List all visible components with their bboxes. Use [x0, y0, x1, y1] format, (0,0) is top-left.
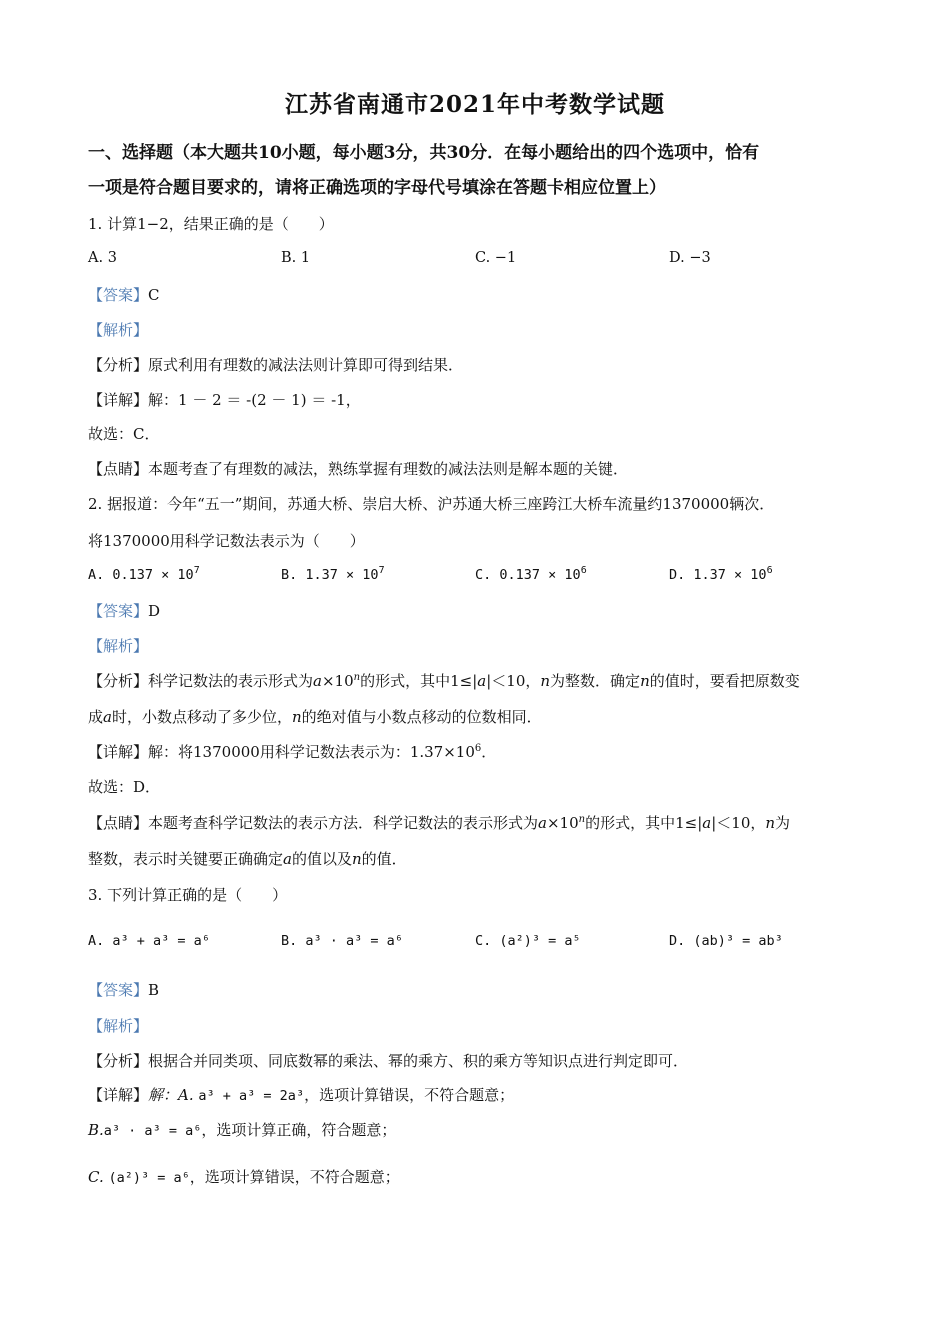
text-run: 整数，表示时关键要正确确定 — [88, 850, 284, 868]
q3-detail-c — [88, 1167, 400, 1188]
math-symbol: a — [477, 672, 487, 690]
text-run: 的绝对值与小数点移动的位数相同． — [301, 708, 542, 726]
answer-label: 【答案】 — [88, 981, 149, 999]
q3-answer — [88, 980, 159, 1000]
comment-label: 【点睛】 — [88, 814, 149, 832]
q3-detail-b — [88, 1120, 396, 1141]
analysis-label: 【分析】 — [88, 1052, 149, 1070]
answer-label: 【答案】 — [88, 602, 149, 620]
q3-option-d: D. (ab)³ = ab³ — [669, 933, 783, 949]
q2-comment-line2 — [88, 849, 407, 869]
q1-analysis — [88, 355, 463, 375]
q2-answer-value: D — [148, 602, 161, 620]
math-symbol: a — [103, 708, 112, 726]
text-run: 的形式，其中1≤| — [360, 672, 478, 690]
text-run: 成 — [88, 708, 104, 726]
option-base: 0.137 × 10 — [112, 567, 194, 583]
q2-option-a — [88, 567, 200, 583]
option-letter: A. — [88, 567, 105, 583]
math-symbol: a — [538, 814, 547, 832]
text-run: 的值以及 — [291, 850, 352, 868]
q1-explanation-label: 【解析】 — [88, 321, 149, 339]
q1-answer-value: C — [148, 286, 160, 304]
text-run: |＜10， — [711, 814, 766, 832]
option-exponent: 6 — [580, 565, 587, 576]
text-run: 的值． — [361, 850, 407, 868]
text-run: ． — [481, 743, 497, 761]
math-symbol: n — [578, 814, 586, 825]
text-run: 解：A. — [148, 1086, 194, 1104]
q2-detail — [88, 742, 496, 765]
q2-option-c — [475, 567, 587, 583]
q2-option-d — [669, 567, 773, 583]
math-expression: a³ + a³ = 2a³ — [198, 1088, 305, 1104]
detail-label: 【详解】 — [88, 391, 149, 409]
q2-stem-line2: 将1370000用科学记数法表示为（ ） — [88, 532, 365, 550]
q3-stem: 3. 下列计算正确的是（ ） — [88, 886, 288, 904]
detail-label: 【详解】 — [88, 743, 149, 761]
text-run: ，选项计算错误，不符合题意； — [304, 1086, 515, 1104]
text-run: |＜10， — [486, 672, 541, 690]
text-run: ，选项计算错误，不符合题意； — [189, 1168, 400, 1186]
q1-comment — [88, 459, 628, 479]
text-run: ，选项计算正确，符合题意； — [201, 1121, 397, 1139]
q1-detail-text: 解：1 － 2 ＝ -(2 － 1) ＝ -1， — [148, 391, 361, 409]
option-letter: B. — [281, 567, 298, 583]
q2-option-b — [281, 567, 385, 583]
option-letter: D. — [669, 567, 686, 583]
q1-stem: 1. 计算1−2，结果正确的是（ ） — [88, 215, 334, 233]
math-symbol: n — [640, 672, 650, 690]
q1-option-a: A. 3 — [88, 250, 117, 266]
text-run: 解：将1370000用科学记数法表示为：1.37×10 — [148, 743, 475, 761]
option-base: 1.37 × 10 — [693, 567, 767, 583]
text-run: 为整数．确定 — [550, 672, 641, 690]
text-run: 的值时，要看把原数变 — [649, 672, 800, 690]
q2-explanation-label: 【解析】 — [88, 637, 149, 655]
q2-answer — [88, 601, 160, 621]
analysis-label: 【分析】 — [88, 356, 149, 374]
q2-analysis-line1 — [88, 671, 800, 694]
answer-label: 【答案】 — [88, 286, 149, 304]
math-symbol: n — [291, 708, 302, 726]
math-symbol: n — [353, 672, 361, 683]
analysis-label: 【分析】 — [88, 672, 149, 690]
q3-answer-value: B — [148, 981, 160, 999]
q1-option-b: B. 1 — [281, 250, 311, 266]
q2-stem-line1: 2. 据报道：今年“五一”期间，苏通大桥、崇启大桥、沪苏通大桥三座跨江大桥车流量约1370000辆次． — [88, 495, 775, 513]
text-run: 时，小数点移动了多少位， — [111, 708, 292, 726]
q3-option-c: C. (a²)³ = a⁵ — [475, 933, 581, 949]
math-symbol: ×10 — [321, 672, 354, 690]
page-title: 江苏省南通市2021年中考数学试题 — [284, 91, 665, 118]
section-heading-line2: 一项是符合题目要求的，请将正确选项的字母代号填涂在答题卡相应位置上） — [88, 178, 666, 198]
option-letter: C. — [475, 567, 492, 583]
q1-detail — [88, 390, 361, 410]
q1-analysis-text: 原式利用有理数的减法法则计算即可得到结果． — [148, 356, 464, 374]
q2-comment-line1 — [88, 813, 790, 836]
option-exponent: 7 — [193, 565, 200, 576]
q3-explanation-label: 【解析】 — [88, 1017, 149, 1035]
text-run: 科学记数法的表示形式为 — [148, 672, 314, 690]
q1-option-d: D. −3 — [669, 250, 711, 266]
text-run: 为 — [775, 814, 791, 832]
option-exponent: 6 — [766, 565, 773, 576]
math-symbol: n — [765, 814, 776, 832]
q3-analysis-text: 根据合并同类项、同底数幂的乘法、幂的乘方、积的乘方等知识点进行判定即可． — [148, 1052, 689, 1070]
q3-option-a: A. a³ + a³ = a⁶ — [88, 933, 210, 949]
option-base: 0.137 × 10 — [499, 567, 581, 583]
q3-analysis — [88, 1051, 688, 1071]
section-heading-line1: 一、选择题（本大题共10小题，每小题3分，共30分．在每小题给出的四个选项中，恰有 — [88, 143, 760, 163]
q1-option-c: C. −1 — [475, 250, 517, 266]
math-expression: (a²)³ = a⁶ — [108, 1170, 190, 1186]
q2-analysis-line2 — [88, 707, 542, 727]
q2-choose: 故选：D． — [88, 778, 161, 796]
math-symbol: n — [540, 672, 551, 690]
q1-choose: 故选：C． — [88, 425, 160, 443]
q3-option-b: B. a³ · a³ = a⁶ — [281, 933, 403, 949]
comment-label: 【点睛】 — [88, 460, 149, 478]
math-symbol: 6 — [474, 743, 482, 754]
option-exponent: 7 — [378, 565, 385, 576]
text-run: B. — [88, 1121, 104, 1139]
math-symbol: n — [351, 850, 362, 868]
math-symbol: a — [313, 672, 322, 690]
text-run: 的形式，其中1≤| — [585, 814, 703, 832]
math-symbol: ×10 — [546, 814, 579, 832]
detail-label: 【详解】 — [88, 1086, 149, 1104]
text-run: 本题考查科学记数法的表示方法．科学记数法的表示形式为 — [148, 814, 539, 832]
text-run: C. — [88, 1168, 104, 1186]
math-symbol: a — [702, 814, 712, 832]
math-symbol: a — [283, 850, 292, 868]
q1-answer — [88, 285, 160, 305]
q3-detail-a — [88, 1085, 514, 1106]
math-expression: a³ · a³ = a⁶ — [103, 1123, 202, 1139]
option-base: 1.37 × 10 — [305, 567, 379, 583]
q1-comment-text: 本题考查了有理数的减法，熟练掌握有理数的减法法则是解本题的关键． — [148, 460, 629, 478]
